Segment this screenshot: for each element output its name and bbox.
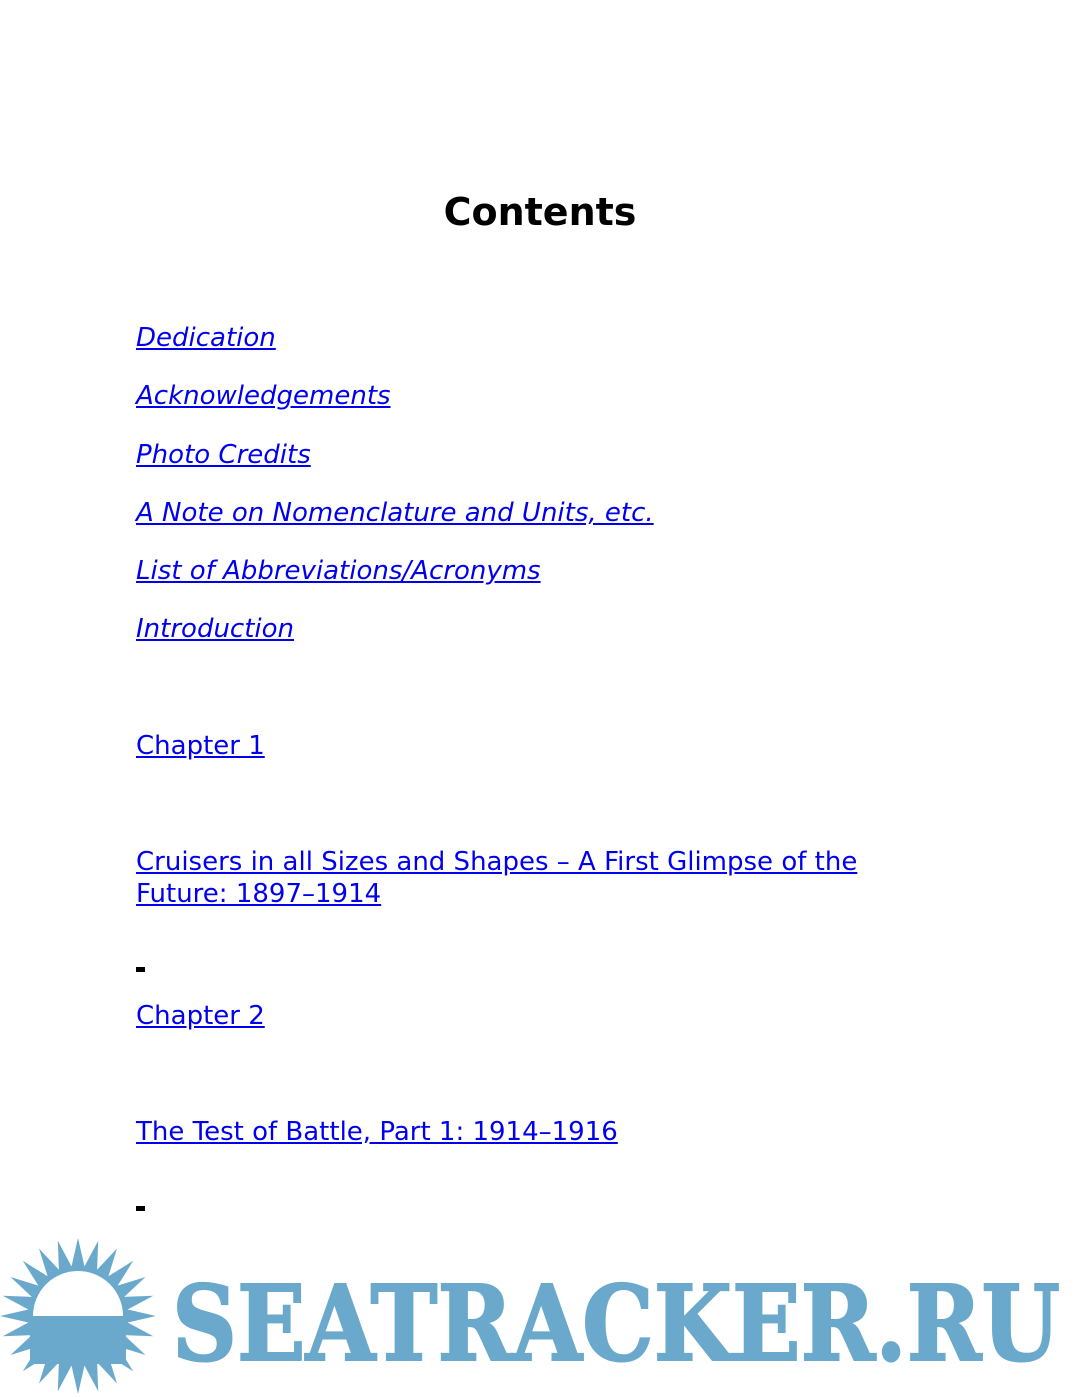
toc-link-chapter-1-title[interactable]: Cruisers in all Sizes and Shapes – A First Glimpse of the Future: 1897–1914 bbox=[136, 847, 858, 909]
toc-link-photo-credits[interactable]: Photo Credits bbox=[136, 440, 311, 470]
toc-link-acknowledgements[interactable]: Acknowledgements bbox=[136, 381, 391, 411]
page-title: Contents bbox=[443, 190, 637, 234]
toc-link-introduction[interactable]: Introduction bbox=[136, 614, 295, 644]
toc-link-chapter-2-title[interactable]: The Test of Battle, Part 1: 1914–1916 bbox=[136, 1117, 618, 1147]
separator-dash bbox=[136, 1206, 145, 1211]
toc-link-dedication[interactable]: Dedication bbox=[136, 323, 276, 353]
toc-link-abbreviations[interactable]: List of Abbreviations/Acronyms bbox=[136, 556, 541, 586]
toc-link-chapter-1[interactable]: Chapter 1 bbox=[136, 731, 265, 761]
separator-dash bbox=[136, 967, 145, 972]
watermark-logo bbox=[0, 1236, 1080, 1397]
toc-link-chapter-2[interactable]: Chapter 2 bbox=[136, 1001, 265, 1031]
toc-link-note-nomenclature[interactable]: A Note on Nomenclature and Units, etc. bbox=[136, 498, 654, 528]
sun-icon bbox=[0, 1238, 156, 1394]
watermark-text: SEATRACKER.RU bbox=[172, 1262, 1060, 1385]
